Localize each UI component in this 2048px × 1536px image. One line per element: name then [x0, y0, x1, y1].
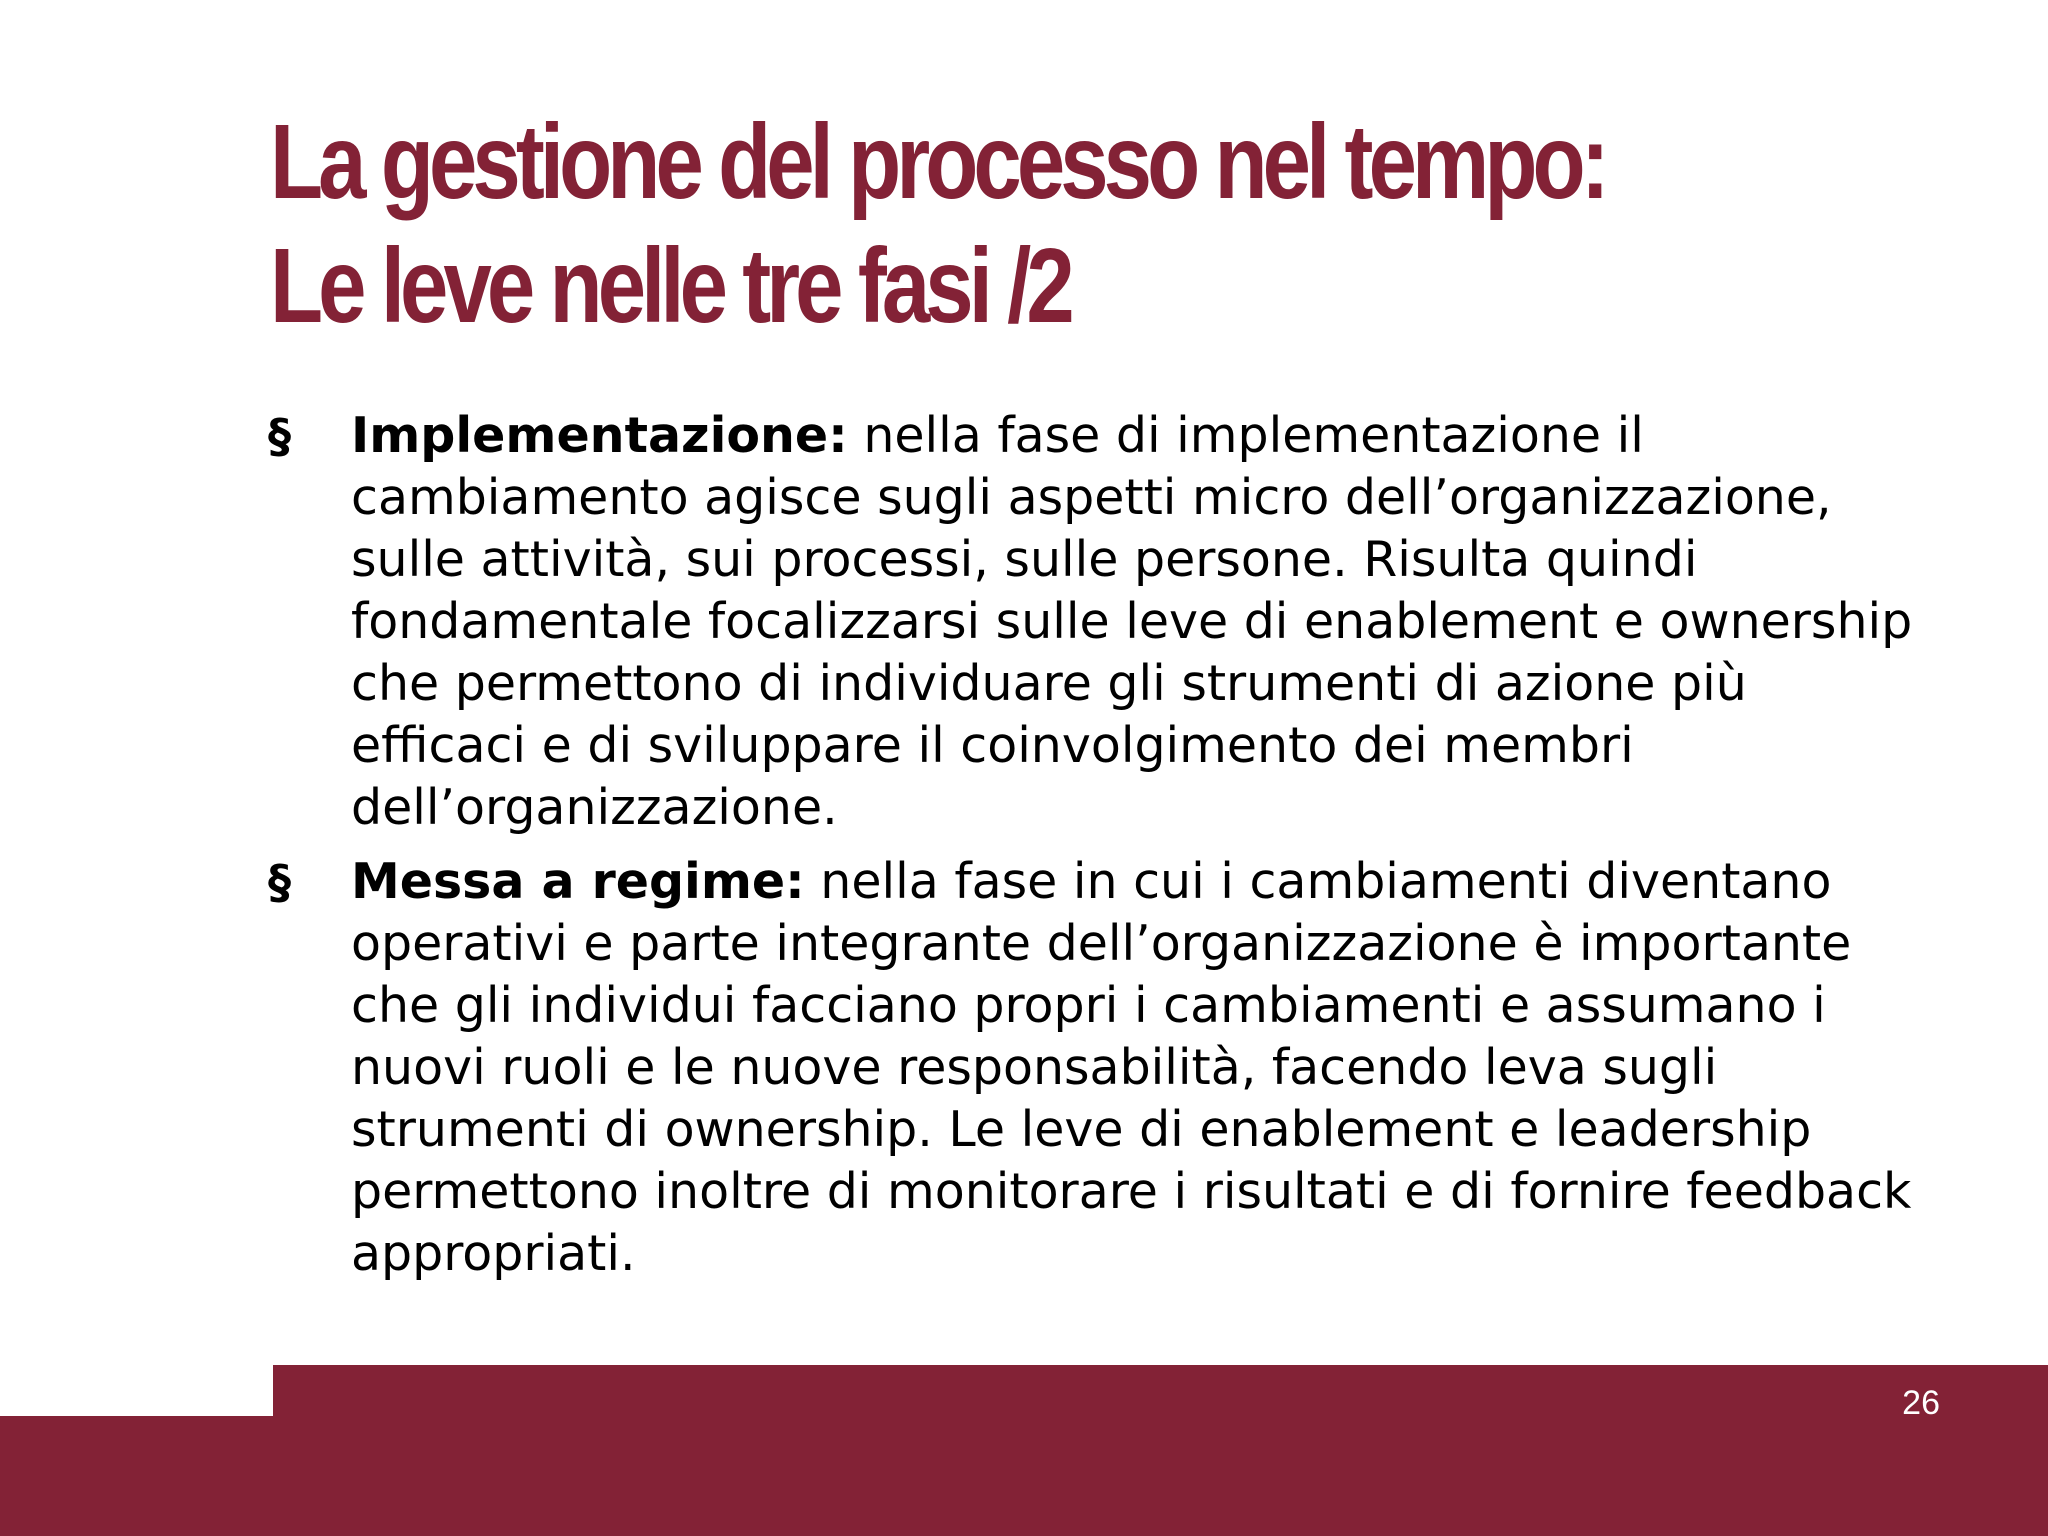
- slide-title-line-1: La gestione del processo nel tempo:: [270, 103, 1605, 221]
- footer-bar: [273, 1365, 2048, 1536]
- bullet-heading: Messa a regime:: [351, 853, 805, 910]
- slide-title-line-2: Le leve nelle tre fasi /2: [270, 227, 1070, 345]
- bullet-heading: Implementazione:: [351, 407, 848, 464]
- section-sign-bullet-icon: §: [268, 855, 291, 909]
- slide-title: [270, 100, 1664, 348]
- section-sign-bullet-icon: §: [268, 409, 291, 463]
- bullet-text: nella fase di implementazione il cambiamento agisce sugli aspetti micro dell’organizzazione, sulle attività, sui processi, sulle persone. Risulta quindi fondamentale focalizzarsi sulle leve di enablement e ownership che permettono di individuare gli strumenti di azione più efficaci e di sviluppare il coinvolgimento dei membri dell’organizzazione.: [351, 407, 1913, 836]
- bullet-item-implementazione: [268, 405, 1928, 839]
- bullet-list: [268, 405, 1928, 1297]
- page-number: 26: [1902, 1384, 1940, 1422]
- bullet-text: nella fase in cui i cambiamenti diventano operativi e parte integrante dell’organizzazione è importante che gli individui facciano propri i cambiamenti e assumano i nuovi ruoli e le nuove responsabilità, facendo leva sugli strumenti di ownership. Le leve di enablement e leadership permettono inoltre di monitorare i risultati e di fornire feedback appropriati.: [351, 853, 1912, 1282]
- footer-bar-left: [0, 1416, 273, 1536]
- bullet-item-messa-a-regime: [268, 851, 1928, 1285]
